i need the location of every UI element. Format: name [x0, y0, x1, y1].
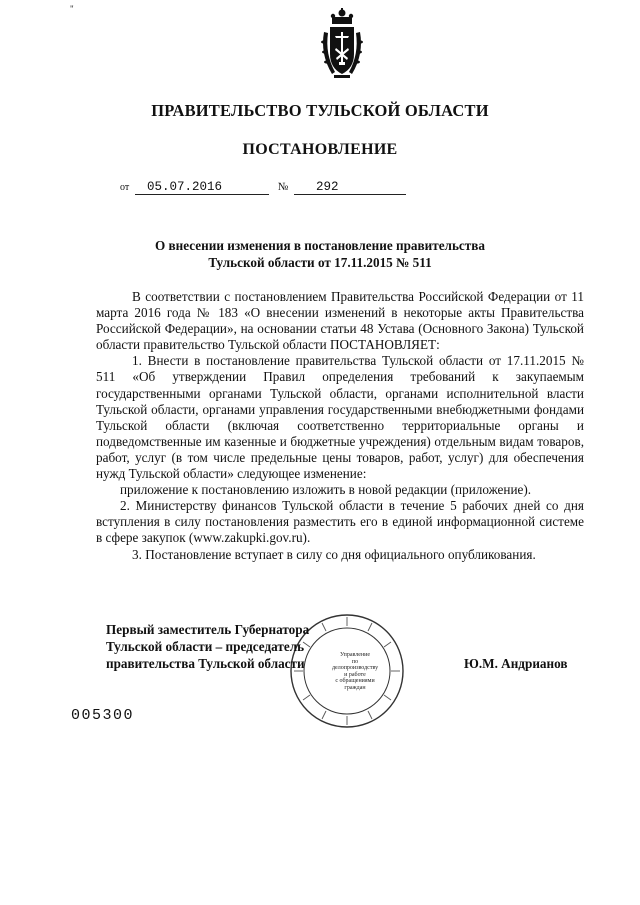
- seal-text-line: по делопроизводству: [332, 658, 379, 672]
- body-paragraph: приложение к постановлению изложить в новой редакции (приложение).: [120, 482, 532, 498]
- number-label: №: [277, 181, 289, 193]
- signatory-position: [106, 621, 346, 672]
- date-number-row: [120, 181, 406, 195]
- document-date: 05.07.2016: [135, 181, 269, 195]
- body-paragraph: 1. Внести в постановление правительства Тульской области от 17.11.2015 № 511 «Об утверждении Правил определения требований к закупаемым государственными органами Тульской области, органами исполнительной власти Тульской области, органами управления государственными внебюджетными фондами Тульской области (включая соответственно территориальные органы и подведомственные им казенные и бюджетные учреждения) отдельным видам товаров, работ, услуг (в том числе предельные цены товаров, работ, услуг) для обеспечения нужд Тульской области» следующее изменение:: [96, 353, 584, 482]
- signatory-line: Первый заместитель Губернатора: [106, 622, 310, 637]
- body-paragraph: В соответствии с постановлением Правительства Российской Федерации от 11 марта 2016 года № 183 «О внесении изменений в некоторые акты Правительства Российской Федерации», на основании статьи 48 Устава (Основного Закона) Тульской области правительство Тульской области ПОСТАНОВЛЯЕТ:: [96, 289, 584, 353]
- seal-text-line: граждан: [344, 684, 366, 691]
- registration-number: 005300: [71, 707, 135, 724]
- seal-text-line: с обращениями: [335, 678, 375, 685]
- document-type: ПОСТАНОВЛЕНИЕ: [242, 141, 398, 158]
- body-paragraph: 3. Постановление вступает в силу со дня официального опубликования.: [132, 546, 536, 562]
- subject-line: О внесении изменения в постановление правительства: [155, 238, 485, 253]
- body-paragraph: 2. Министерству финансов Тульской области в течение 5 рабочих дней со дня вступления в силу постановления разместить его в единой информационной системе в сфере закупок (www.zakupki.gov.ru).: [96, 498, 584, 546]
- document-subject: [0, 237, 640, 271]
- document-body: [96, 289, 584, 563]
- date-prefix: от: [120, 182, 130, 193]
- signatory-name: Ю.М. Андрианов: [464, 656, 568, 671]
- seal-text-line: Управление: [339, 652, 371, 658]
- government-title: ПРАВИТЕЛЬСТВО ТУЛЬСКОЙ ОБЛАСТИ: [151, 101, 489, 120]
- document-number: 292: [294, 181, 406, 195]
- subject-line: Тульской области от 17.11.2015 № 511: [208, 255, 432, 270]
- seal-text-line: и работе: [344, 671, 366, 678]
- signatory-line: Тульской области – председатель: [106, 639, 305, 654]
- tula-coat-of-arms-icon: [318, 8, 366, 82]
- scan-mark: ": [70, 4, 74, 14]
- signatory-line: правительства Тульской области: [106, 656, 305, 671]
